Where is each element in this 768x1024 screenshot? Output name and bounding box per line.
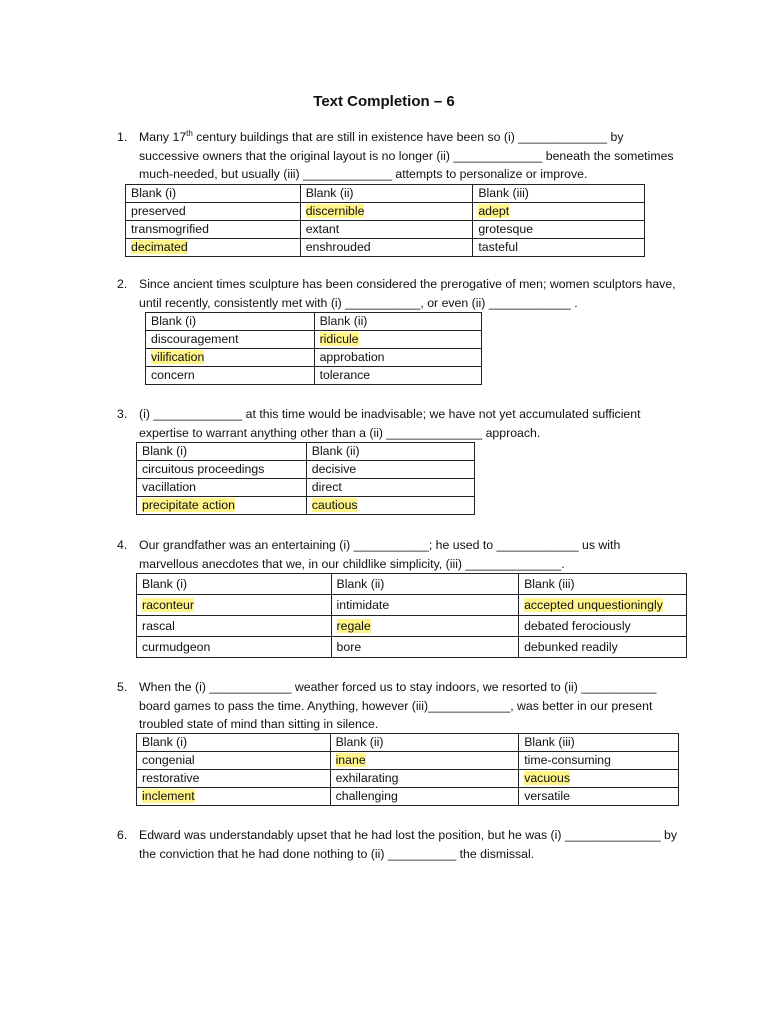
answer-option xyxy=(314,367,481,385)
answer-option xyxy=(126,221,301,239)
table-header-row xyxy=(137,574,687,595)
answer-option xyxy=(137,616,332,637)
answer-option xyxy=(331,616,519,637)
highlighted-answer: discernible xyxy=(305,204,365,218)
highlighted-answer: ridicule xyxy=(319,332,359,346)
answer-option xyxy=(331,637,519,658)
answer-text: direct xyxy=(311,480,342,494)
highlighted-answer: accepted unquestioningly xyxy=(524,597,663,612)
highlighted-answer: raconteur xyxy=(142,597,194,612)
question-number: 3. xyxy=(117,407,128,421)
answer-option xyxy=(519,788,679,806)
table-row xyxy=(137,497,475,515)
highlighted-answer: cautious xyxy=(311,498,358,512)
question-text: Since ancient times sculpture has been considered the prerogative of men; women sculptors have, until recently, consistently met with (i) ___________, or even (ii) ____________ . xyxy=(139,277,676,310)
answer-text: time-consuming xyxy=(524,753,611,767)
question-text: Edward was understandably upset that he had lost the position, but he was (i) ______________ by the conviction that he had done nothing to (ii) __________ the dismissal. xyxy=(139,828,678,861)
column-header: Blank (i) xyxy=(137,443,307,461)
answer-text: enshrouded xyxy=(305,240,371,254)
table-row xyxy=(126,221,645,239)
column-header: Blank (iii) xyxy=(519,734,679,752)
answer-text: curmudgeon xyxy=(142,639,211,654)
answer-option xyxy=(300,203,473,221)
answer-option xyxy=(126,203,301,221)
highlighted-answer: regale xyxy=(336,618,371,633)
table-row xyxy=(137,461,475,479)
column-header: Blank (ii) xyxy=(314,313,481,331)
answer-text: circuitous proceedings xyxy=(142,462,265,476)
question-text: Our grandfather was an entertaining (i) ___________; he used to ____________ us with marvellous anecdotes that we, in our childlike simplicity, (iii) ______________. xyxy=(139,538,621,571)
column-header: Blank (i) xyxy=(137,574,332,595)
answer-option xyxy=(126,239,301,257)
highlighted-answer: inclement xyxy=(142,789,195,803)
highlighted-answer: adept xyxy=(478,204,510,218)
answer-text: versatile xyxy=(524,789,570,803)
table-row xyxy=(137,770,679,788)
answer-text: bore xyxy=(336,639,362,654)
answer-text: exhilarating xyxy=(335,771,399,785)
question-text: Many 17th century buildings that are still in existence have been so (i) _____________ by successive owners that the original layout is no longer (ii) _____________ beneath the sometimes much-needed, but usually (iii) _____________ attempts to personalize or improve. xyxy=(139,128,674,181)
table-row xyxy=(137,752,679,770)
table-header-row xyxy=(137,443,475,461)
answer-option xyxy=(306,461,474,479)
column-header: Blank (ii) xyxy=(330,734,519,752)
column-header: Blank (ii) xyxy=(331,574,519,595)
answer-option xyxy=(330,752,519,770)
answer-option xyxy=(137,497,307,515)
highlighted-answer: vacuous xyxy=(524,771,570,785)
highlighted-answer: inane xyxy=(335,753,366,767)
question-number: 6. xyxy=(117,828,128,842)
table-row xyxy=(126,239,645,257)
answer-option xyxy=(473,221,645,239)
answer-option xyxy=(473,239,645,257)
column-header: Blank (ii) xyxy=(306,443,474,461)
question-5 xyxy=(117,678,677,734)
answer-table-3 xyxy=(136,442,475,515)
question-2 xyxy=(117,275,677,312)
question-number: 5. xyxy=(117,680,128,694)
answer-option xyxy=(473,203,645,221)
answer-option xyxy=(519,637,687,658)
answer-text: discouragement xyxy=(151,332,239,346)
table-row xyxy=(146,331,482,349)
table-header-row xyxy=(126,185,645,203)
answer-text: debunked readily xyxy=(524,639,618,654)
answer-option xyxy=(300,239,473,257)
answer-option xyxy=(330,770,519,788)
table-row xyxy=(146,367,482,385)
answer-option xyxy=(331,595,519,616)
question-3 xyxy=(117,405,677,442)
answer-option xyxy=(137,595,332,616)
answer-option xyxy=(137,752,331,770)
highlighted-answer: vilification xyxy=(151,350,205,364)
answer-option xyxy=(300,221,473,239)
answer-text: debated ferociously xyxy=(524,618,631,633)
question-number: 4. xyxy=(117,538,128,552)
answer-option xyxy=(519,595,687,616)
answer-option xyxy=(146,367,315,385)
highlighted-answer: precipitate action xyxy=(142,498,235,512)
question-text: When the (i) ____________ weather forced us to stay indoors, we resorted to (ii) ___________ board games to pass the time. Anything, however (iii)____________, was better in our present troubled state of mind than sitting in silence. xyxy=(139,680,657,731)
answer-option xyxy=(519,616,687,637)
answer-table-4 xyxy=(136,573,687,658)
answer-text: tasteful xyxy=(478,240,518,254)
question-6 xyxy=(117,826,677,863)
table-row xyxy=(137,637,687,658)
answer-text: tolerance xyxy=(319,368,371,382)
column-header: Blank (ii) xyxy=(300,185,473,203)
answer-text: concern xyxy=(151,368,195,382)
answer-text: grotesque xyxy=(478,222,534,236)
answer-option xyxy=(146,331,315,349)
answer-text: preserved xyxy=(131,204,186,218)
table-header-row xyxy=(137,734,679,752)
answer-option xyxy=(137,637,332,658)
column-header: Blank (i) xyxy=(126,185,301,203)
answer-text: challenging xyxy=(335,789,398,803)
answer-option xyxy=(519,770,679,788)
question-1 xyxy=(117,128,677,184)
page-title: Text Completion – 6 xyxy=(313,93,455,110)
answer-option xyxy=(137,479,307,497)
answer-text: extant xyxy=(305,222,340,236)
answer-option xyxy=(137,788,331,806)
question-4 xyxy=(117,536,677,573)
answer-option xyxy=(314,331,481,349)
question-number: 2. xyxy=(117,277,128,291)
column-header: Blank (i) xyxy=(137,734,331,752)
column-header: Blank (iii) xyxy=(473,185,645,203)
table-row xyxy=(126,203,645,221)
answer-table-5 xyxy=(136,733,679,806)
answer-text: congenial xyxy=(142,753,195,767)
answer-text: restorative xyxy=(142,771,200,785)
question-number: 1. xyxy=(117,130,128,144)
answer-text: rascal xyxy=(142,618,175,633)
table-row xyxy=(137,616,687,637)
column-header: Blank (i) xyxy=(146,313,315,331)
answer-option xyxy=(314,349,481,367)
answer-text: intimidate xyxy=(336,597,390,612)
answer-text: decisive xyxy=(311,462,357,476)
column-header: Blank (iii) xyxy=(519,574,687,595)
table-row xyxy=(137,595,687,616)
question-text: (i) _____________ at this time would be inadvisable; we have not yet accumulated sufficient expertise to warrant anything other than a (ii) ______________ approach. xyxy=(139,407,641,440)
table-row xyxy=(137,788,679,806)
answer-option xyxy=(306,479,474,497)
answer-option xyxy=(137,770,331,788)
answer-text: vacillation xyxy=(142,480,196,494)
answer-option xyxy=(519,752,679,770)
answer-text: transmogrified xyxy=(131,222,209,236)
answer-option xyxy=(146,349,315,367)
table-row xyxy=(137,479,475,497)
answer-option xyxy=(330,788,519,806)
answer-option xyxy=(137,461,307,479)
answer-text: approbation xyxy=(319,350,385,364)
answer-table-1 xyxy=(125,184,645,257)
table-row xyxy=(146,349,482,367)
highlighted-answer: decimated xyxy=(131,240,188,254)
answer-option xyxy=(306,497,474,515)
table-header-row xyxy=(146,313,482,331)
answer-table-2 xyxy=(145,312,482,385)
